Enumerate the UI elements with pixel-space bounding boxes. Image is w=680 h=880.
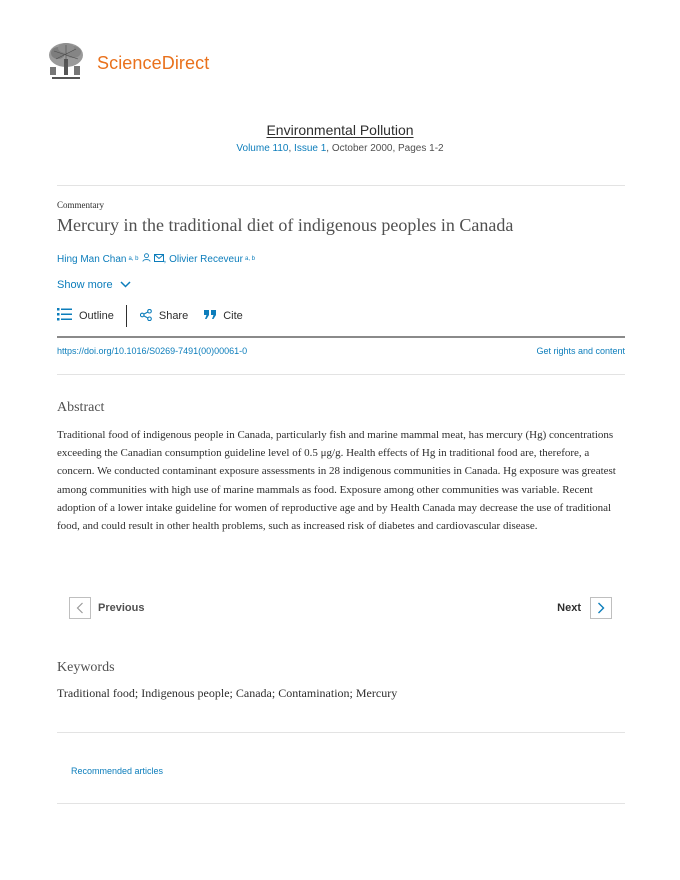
author-name[interactable]: Olivier Receveur [169,253,243,265]
divider [57,374,625,375]
keyword-separator: ; [134,686,139,700]
outline-button[interactable] [57,308,114,324]
toolbar-divider [126,305,127,327]
issue-link[interactable]: Issue 1 [294,143,327,154]
next-label: Next [557,602,581,614]
author-separator: , [163,253,170,265]
share-icon [140,309,159,324]
author-list [57,253,255,265]
cite-quote-icon [204,310,223,322]
show-more-button[interactable] [57,279,131,291]
rights-link[interactable]: Get rights and content [536,346,625,356]
chevron-left-icon [69,597,91,619]
outline-list-icon [57,308,79,324]
mail-icon[interactable] [151,254,164,265]
cite-button[interactable] [204,310,243,322]
brand-logo-text[interactable]: ScienceDirect [97,52,210,73]
recommended-articles-link[interactable]: Recommended articles [71,766,164,776]
article-type: Commentary [57,200,104,210]
article-title: Mercury in the traditional diet of indigenous peoples in Canada [57,215,514,235]
keyword-separator: ; [271,686,276,700]
author-affiliation[interactable]: a, b [244,256,255,262]
next-button[interactable] [557,597,612,619]
keyword: Contamination [278,686,350,700]
share-label: Share [158,310,189,322]
article-toolbar [57,305,243,327]
outline-label: Outline [79,310,114,322]
author-name[interactable]: Hing Man Chan [57,253,127,265]
share-button[interactable] [140,309,188,324]
keyword-separator: ; [349,686,353,700]
journal-info [0,122,680,154]
keyword: Canada [235,686,272,700]
site-header [44,42,209,84]
keyword-list [57,686,397,701]
keyword: Indigenous people [141,686,230,700]
show-more-label: Show more [57,279,113,291]
chevron-right-icon [590,597,612,619]
divider [57,185,625,186]
previous-button[interactable] [69,597,144,619]
cite-label: Cite [223,310,243,322]
keyword: Mercury [355,686,398,700]
toolbar-underline [57,336,625,338]
journal-meta: Volume 110, Issue 1, October 2000, Pages 1-2 [236,143,444,154]
person-icon[interactable] [139,253,151,265]
volume-link[interactable]: Volume 110 [236,143,289,154]
keyword-separator: ; [229,686,233,700]
elsevier-tree-icon[interactable] [44,41,88,86]
author-affiliation[interactable]: a, b [128,256,139,262]
chevron-down-icon [113,279,131,291]
date-pages: , October 2000, Pages 1-2 [326,143,444,154]
journal-title[interactable]: Environmental Pollution [266,122,414,138]
abstract-text: Traditional food of indigenous people in Canada, particularly fish and marine mammal meat, has mercury (Hg) concentrations exceeding the Canadian consumption guideline level of 0.5 μg/g. Health effects of Hg in traditional food are, therefore, a concern. We conducted contaminant exposure assessments in 28 indigenous communities in Canada. Hg exposure was greatest among communities with high use of marine mammals as food. Exposure among other communities was variable. Recent adoption of a lower intake guideline for women of reproductive age and by Health Canada may decrease the use of traditional food, and could result in other health problems, such as increased risk of diabetes and cardiovascular disease. [57,429,616,533]
divider [57,803,625,804]
keyword: Traditional food [57,686,135,700]
abstract-heading: Abstract [57,400,105,415]
divider [57,732,625,733]
previous-label: Previous [98,602,145,614]
doi-link[interactable]: https://doi.org/10.1016/S0269-7491(00)00061-0 [57,346,248,356]
keywords-heading: Keywords [57,660,115,675]
